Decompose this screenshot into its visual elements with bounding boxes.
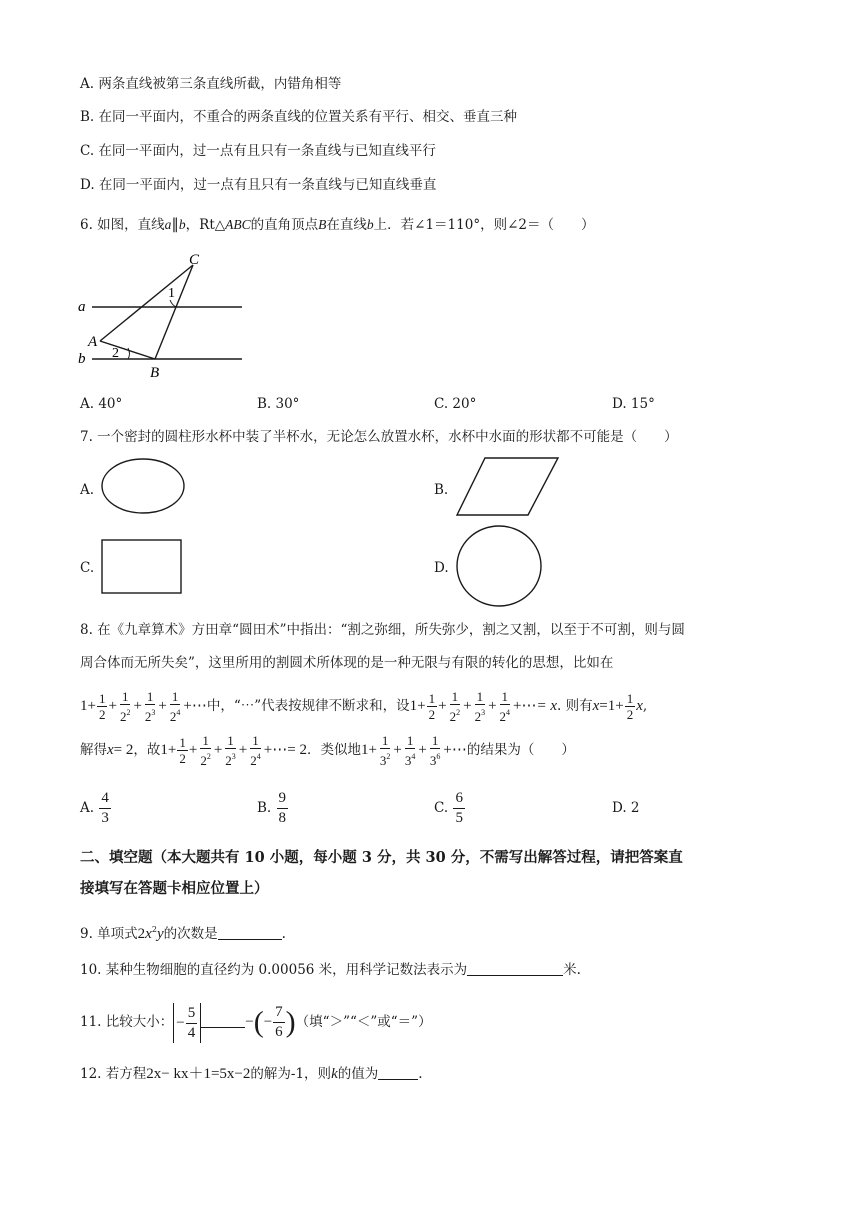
abs-value: − $\frac{5}{4}$ [173,1003,201,1043]
label-b: b [78,351,86,367]
q7-option-a-label: A. [80,482,95,498]
q6-option-d: D. 15° [612,396,655,412]
q8-option-a: A. $\frac{4}{3}$ [80,790,109,826]
label-A: A [88,334,98,350]
label-C: C [189,252,200,268]
q8-option-c: C. $\frac{6}{5}$ [434,790,463,826]
q10-answer-blank[interactable] [467,961,563,976]
q5-option-a: A. 两条直线被第三条直线所截，内错角相等 [80,76,342,92]
ellipse-shape [100,456,190,518]
q6-figure [70,245,260,385]
q6-option-c: C. 20° [434,396,477,412]
section2-heading-line1: 二、填空题（本大题共有 10 小题，每小题 3 分，共 30 分，不需写出解答过程，请把答案直 [80,849,683,866]
q12-line: 12. 若方程2x− kx＋1=5x−2的解为-1，则k的值为 . [80,1066,423,1082]
label-2: 2 [112,346,119,361]
q7-option-d-label: D. [434,560,449,576]
q8-line2: 周合体而无所失矣”，这里所用的割圆术所体现的是一种无限与有限的转化的思想，比如在 [80,655,614,671]
side-cb [155,265,193,359]
angle2-arc [128,348,130,359]
side-ac [100,265,193,341]
q7-option-c-label: C. [80,560,95,576]
q9-answer-blank[interactable] [218,925,282,940]
q10-line: 10. 某种生物细胞的直径约为 0.00056 米，用科学记数法表示为 米. [80,962,581,978]
q8-line1: 8. 在《九章算术》方田章“圆田术”中指出：“割之弥细，所失弥少，割之又割，以至于不可割，则与圆 [80,622,685,638]
label-1: 1 [168,286,175,301]
q6-option-a: A. 40° [80,396,123,412]
q6-stem: 6. 如图，直线a∥b，Rt△ABC的直角顶点B在直线b上．若∠1＝110°，则∠2＝（ ） [80,217,595,233]
section2-heading-line2: 接填写在答题卡相应位置上） [80,880,269,897]
q5-option-c: C. 在同一平面内，过一点有且只有一条直线与已知直线平行 [80,143,436,159]
q5-option-b: B. 在同一平面内，不重合的两条直线的位置关系有平行、相交、垂直三种 [80,109,518,125]
label-a: a [78,299,86,315]
q6-option-b: B. 30° [257,396,300,412]
side-ab [100,341,155,359]
q11-answer-blank[interactable] [201,1013,245,1028]
q8-series-line: 1+ $\frac{1}{2}$ + $\frac{1}{2^2}$ + $\frac{1}{2^3}$ + $\frac{1}{2^4}$ +⋯中，“⋯”代表按规律不断求和，设1+ $\frac{1}{2}$ + $\frac{1}{2^2}$ + $\frac{1}{2^3}$ + $\frac{1}{2^4}$ +⋯= x. 则有x=1+ $\frac{1}{2}$ x, [80,689,648,724]
q9-line: 9. 单项式$2x^2y$的次数是 . [80,925,286,942]
q8-solve-line: 解得x= 2，故1+ $\frac{1}{2}$ + $\frac{1}{2^2}$ + $\frac{1}{2^3}$ + $\frac{1}{2^4}$ +⋯= 2．类似地1+ $\frac{1}{3^2}$ + $\frac{1}{3^4}$ + $\frac{1}{3^6}$ +⋯的结果为（ ） [80,733,575,768]
q11-line: 11. 比较大小： − $\frac{5}{4}$ −(− $\frac{7}{6}$ )（填“＞”“＜”或“＝”） [80,1004,432,1041]
q8-option-b: B. $\frac{9}{8}$ [257,790,287,826]
circle-shape [456,525,546,609]
q8-option-d: D. 2 [612,800,640,816]
parallelogram-shape [455,456,565,518]
rectangle-shape [100,538,184,596]
label-B: B [150,365,160,381]
q7-option-b-label: B. [434,482,449,498]
q12-answer-blank[interactable] [378,1065,418,1080]
q7-stem: 7. 一个密封的圆柱形水杯中装了半杯水，无论怎么放置水杯，水杯中水面的形状都不可能是（ ） [80,429,678,445]
angle1-arc [170,300,176,307]
q5-option-d: D. 在同一平面内，过一点有且只有一条直线与已知直线垂直 [80,177,437,193]
